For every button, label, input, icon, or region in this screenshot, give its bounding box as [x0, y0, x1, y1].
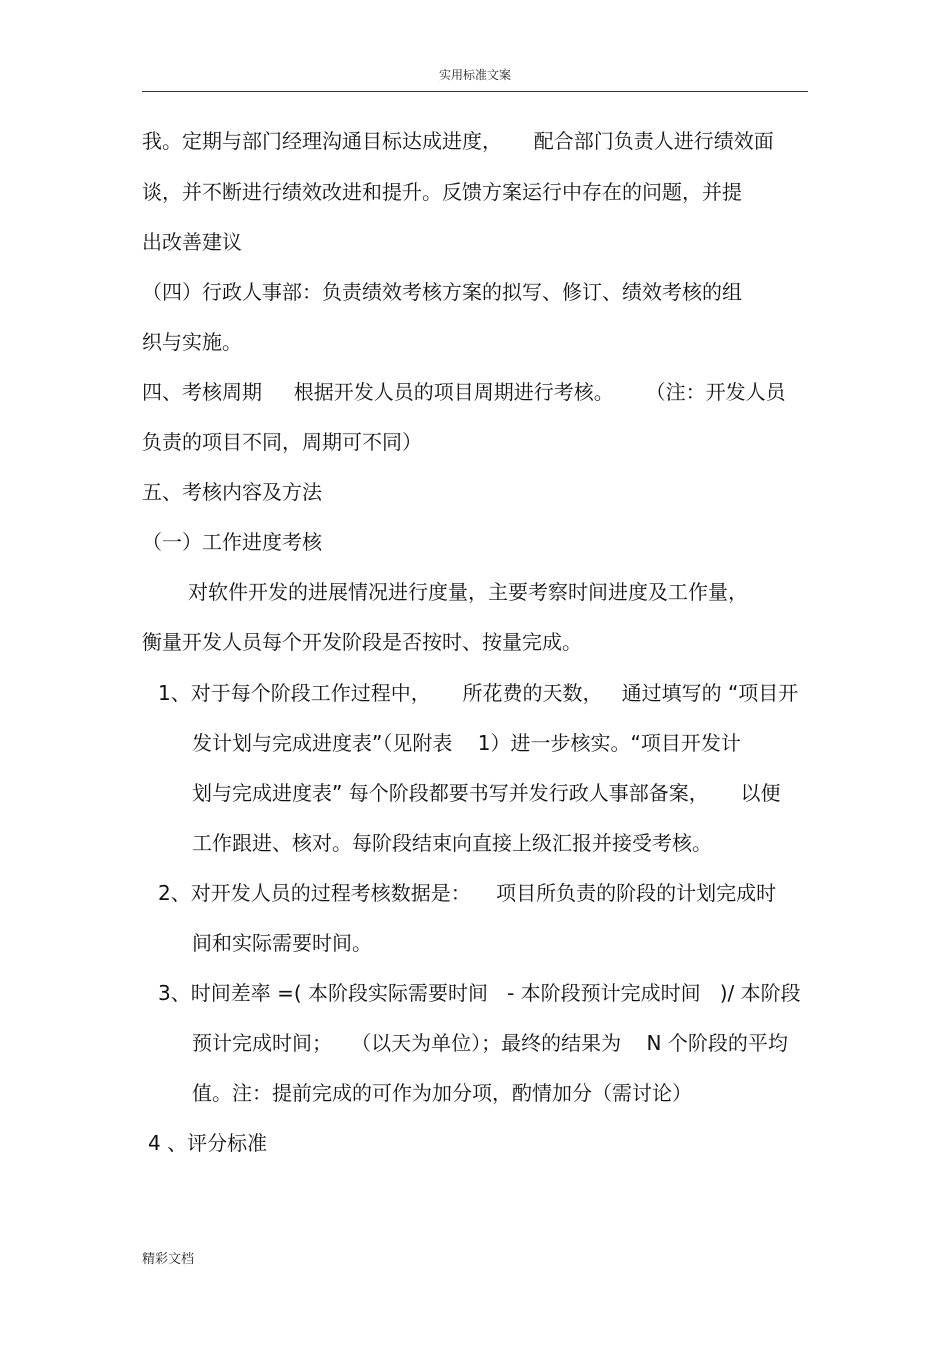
text-line: 我。定期与部门经理沟通目标达成进度， 配合部门负责人进行绩效面	[142, 129, 774, 153]
subsection-heading: （一）工作进度考核	[142, 530, 322, 554]
list-item: 2、对开发人员的过程考核数据是： 项目所负责的阶段的计划完成时	[158, 881, 777, 905]
list-item: 1、对于每个阶段工作过程中， 所花费的天数， 通过填写的 “项目开	[158, 681, 799, 705]
list-item: 4 、评分标准	[148, 1131, 268, 1155]
text-line: 对软件开发的进展情况进行度量，主要考察时间进度及工作量，	[188, 580, 748, 604]
text-line: （四）行政人事部：负责绩效考核方案的拟写、修订、绩效考核的组	[142, 280, 742, 304]
text-line: 划与完成进度表” 每个阶段都要书写并发行政人事部备案， 以便	[192, 781, 781, 805]
text-line: 衡量开发人员每个开发阶段是否按时、按量完成。	[142, 630, 582, 654]
page-footer: 精彩文档	[142, 1252, 195, 1267]
section-heading: 五、考核内容及方法	[142, 480, 322, 504]
text-line: 值。注：提前完成的可作为加分项，酌情加分（需讨论）	[192, 1081, 692, 1105]
text-line: 预计完成时间； （以天为单位）；最终的结果为 N 个阶段的平均	[192, 1031, 788, 1055]
text-line: 发计划与完成进度表”（见附表 1）进一步核实。“项目开发计	[192, 731, 741, 755]
text-line: 四、考核周期 根据开发人员的项目周期进行考核。 （注：开发人员	[142, 380, 786, 404]
text-line: 织与实施。	[142, 330, 242, 354]
list-item: 3、时间差率 =( 本阶段实际需要时间 - 本阶段预计完成时间 )/ 本阶段	[158, 981, 801, 1005]
header-rule	[142, 91, 808, 92]
text-line: 出改善建议	[142, 230, 242, 254]
text-line: 工作跟进、核对。每阶段结束向直接上级汇报并接受考核。	[192, 831, 712, 855]
text-line: 间和实际需要时间。	[192, 931, 372, 955]
page-header: 实用标准文案	[438, 68, 511, 82]
text-line: 谈，并不断进行绩效改进和提升。反馈方案运行中存在的问题，并提	[142, 180, 742, 204]
text-line: 负责的项目不同，周期可不同）	[142, 430, 422, 454]
